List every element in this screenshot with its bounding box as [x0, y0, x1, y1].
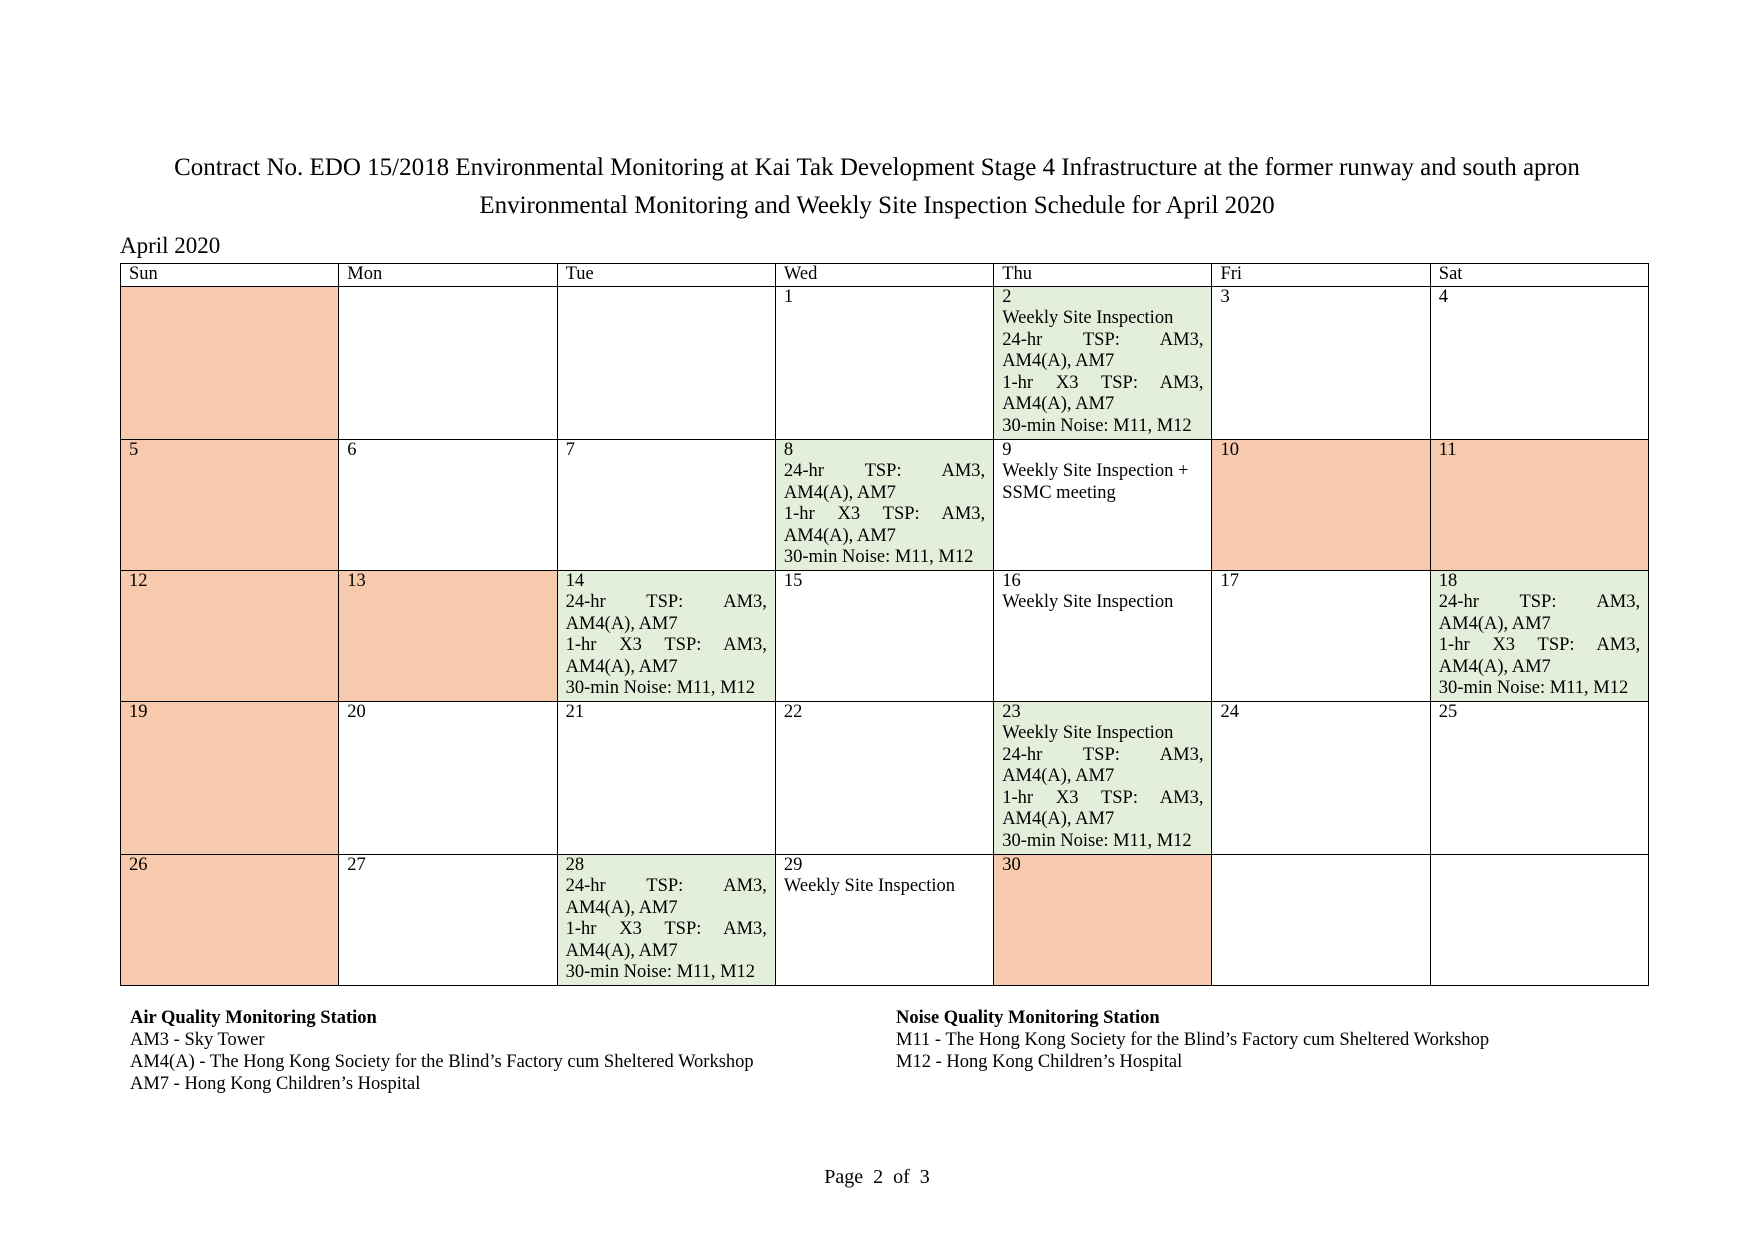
weekday-sat: Sat — [1430, 264, 1648, 287]
day-number: 22 — [783, 701, 803, 722]
calendar-day-21 — [557, 701, 775, 854]
day-number: 20 — [347, 701, 366, 722]
schedule-event: 1-hr X3 TSP: AM3, AM4(A), AM7 — [1438, 635, 1641, 677]
day-number: 1 — [783, 286, 794, 307]
calendar-day-7 — [557, 439, 775, 570]
schedule-event: 1-hr X3 TSP: AM3, AM4(A), AM7 — [783, 504, 986, 546]
week-row-4 — [121, 701, 1649, 854]
calendar-day-30 — [994, 854, 1212, 985]
day-number: 17 — [1220, 570, 1239, 591]
weekday-tue: Tue — [557, 264, 775, 287]
calendar-day-8 — [775, 439, 993, 570]
day-number: 9 — [1002, 439, 1012, 460]
calendar-day-13 — [339, 570, 557, 701]
air-quality-legend — [130, 1007, 754, 1095]
schedule-title-line1: Contract No. EDO 15/2018 Environmental Monitoring at Kai Tak Development Stage 4 Infrastructure at the former runway and south apron — [174, 154, 1580, 181]
day-number: 4 — [1438, 286, 1449, 307]
schedule-event: 30-min Noise: M11, M12 — [783, 547, 974, 567]
schedule-event: 30-min Noise: M11, M12 — [565, 678, 756, 698]
day-number: 6 — [347, 439, 357, 460]
schedule-event: 30-min Noise: M11, M12 — [1002, 830, 1192, 851]
day-number: 24 — [1220, 701, 1239, 722]
calendar-day-29 — [775, 854, 993, 985]
weekday-fri: Fri — [1212, 264, 1430, 287]
calendar-day-12 — [121, 570, 339, 701]
week-row-1 — [121, 286, 1649, 439]
calendar-day-19 — [121, 701, 339, 854]
calendar-day-28 — [557, 854, 775, 985]
day-number: 12 — [129, 570, 148, 591]
schedule-event: 1-hr X3 TSP: AM3, AM4(A), AM7 — [565, 919, 767, 961]
air-legend-heading: Air Quality Monitoring Station — [130, 1008, 377, 1028]
day-number: 29 — [783, 854, 803, 875]
schedule-event: 24-hr TSP: AM3, AM4(A), AM7 — [1438, 592, 1641, 634]
day-number: 28 — [565, 854, 585, 875]
day-number: 2 — [1002, 286, 1012, 307]
weekday-mon: Mon — [339, 264, 557, 287]
calendar-day-2 — [994, 286, 1212, 439]
week-row-2 — [121, 439, 1649, 570]
day-number: 7 — [565, 439, 575, 460]
schedule-event: 30-min Noise: M11, M12 — [565, 962, 756, 982]
day-number: 15 — [783, 570, 803, 591]
month-label: April 2020 — [120, 233, 221, 258]
calendar-cell-empty — [1212, 854, 1430, 985]
day-number: 30 — [1002, 854, 1021, 875]
calendar-cell-empty — [557, 286, 775, 439]
calendar-day-25 — [1430, 701, 1648, 854]
schedule-event: 1-hr X3 TSP: AM3, AM4(A), AM7 — [565, 635, 767, 677]
calendar-day-23 — [994, 701, 1212, 854]
schedule-event: 24-hr TSP: AM3, AM4(A), AM7 — [1002, 744, 1204, 786]
weekday-wed: Wed — [775, 264, 993, 287]
schedule-event: Weekly Site Inspection — [1002, 308, 1174, 328]
calendar-cell-empty — [339, 286, 557, 439]
schedule-event: 24-hr TSP: AM3, AM4(A), AM7 — [565, 592, 767, 634]
day-number: 27 — [347, 854, 366, 875]
schedule-event: 30-min Noise: M11, M12 — [1438, 678, 1629, 698]
noise-legend-item: M12 - Hong Kong Children’s Hospital — [896, 1052, 1183, 1072]
noise-legend-item: M11 - The Hong Kong Society for the Blind’s Factory cum Sheltered Workshop — [896, 1030, 1490, 1050]
day-number: 8 — [783, 439, 794, 460]
day-number: 18 — [1438, 570, 1458, 591]
day-number: 11 — [1438, 439, 1457, 460]
calendar-day-26 — [121, 854, 339, 985]
calendar-day-5 — [121, 439, 339, 570]
schedule-title-line2: Environmental Monitoring and Weekly Site Inspection Schedule for April 2020 — [479, 192, 1275, 219]
air-legend-item: AM4(A) - The Hong Kong Society for the Blind’s Factory cum Sheltered Workshop — [130, 1052, 754, 1072]
weekday-header-row — [121, 264, 1649, 287]
day-number: 26 — [129, 854, 148, 875]
week-row-5 — [121, 854, 1649, 985]
calendar-day-14 — [557, 570, 775, 701]
calendar-day-11 — [1430, 439, 1648, 570]
calendar-day-22 — [775, 701, 993, 854]
schedule-event: 30-min Noise: M11, M12 — [1002, 415, 1192, 436]
day-number: 14 — [565, 570, 585, 591]
day-number: 21 — [565, 701, 585, 722]
calendar-day-6 — [339, 439, 557, 570]
calendar-day-24 — [1212, 701, 1430, 854]
day-number: 10 — [1220, 439, 1239, 460]
calendar-day-1 — [775, 286, 993, 439]
weekday-sun: Sun — [121, 264, 339, 287]
calendar-day-3 — [1212, 286, 1430, 439]
week-row-3 — [121, 570, 1649, 701]
calendar-day-16 — [994, 570, 1212, 701]
air-legend-item: AM7 - Hong Kong Children’s Hospital — [130, 1074, 421, 1094]
schedule-event: 24-hr TSP: AM3, AM4(A), AM7 — [1002, 329, 1204, 371]
schedule-event: 24-hr TSP: AM3, AM4(A), AM7 — [783, 461, 986, 503]
schedule-event: 24-hr TSP: AM3, AM4(A), AM7 — [565, 876, 767, 918]
day-number: 3 — [1220, 286, 1230, 307]
day-number: 19 — [129, 701, 148, 722]
schedule-event: Weekly Site Inspection + SSMC meeting — [1002, 461, 1189, 503]
calendar-day-15 — [775, 570, 993, 701]
schedule-event: 1-hr X3 TSP: AM3, AM4(A), AM7 — [1002, 372, 1204, 414]
calendar-day-17 — [1212, 570, 1430, 701]
calendar-day-20 — [339, 701, 557, 854]
schedule-event: Weekly Site Inspection — [1002, 723, 1174, 743]
calendar-cell-empty — [121, 286, 339, 439]
day-number: 23 — [1002, 701, 1021, 722]
calendar-day-4 — [1430, 286, 1648, 439]
calendar-table — [120, 263, 1649, 986]
schedule-event: Weekly Site Inspection — [1002, 592, 1174, 612]
day-number: 13 — [347, 570, 366, 591]
noise-quality-legend — [896, 1007, 1489, 1073]
day-number: 5 — [129, 439, 139, 460]
calendar-day-27 — [339, 854, 557, 985]
schedule-event: Weekly Site Inspection — [783, 876, 956, 896]
day-number: 25 — [1438, 701, 1458, 722]
schedule-event: 1-hr X3 TSP: AM3, AM4(A), AM7 — [1002, 787, 1204, 829]
calendar-day-9 — [994, 439, 1212, 570]
weekday-thu: Thu — [994, 264, 1212, 287]
air-legend-item: AM3 - Sky Tower — [130, 1030, 265, 1050]
noise-legend-heading: Noise Quality Monitoring Station — [896, 1008, 1160, 1028]
calendar-day-10 — [1212, 439, 1430, 570]
day-number: 16 — [1002, 570, 1021, 591]
calendar-day-18 — [1430, 570, 1648, 701]
page-footer: Page 2 of 3 — [824, 1166, 930, 1188]
calendar-cell-empty — [1430, 854, 1648, 985]
